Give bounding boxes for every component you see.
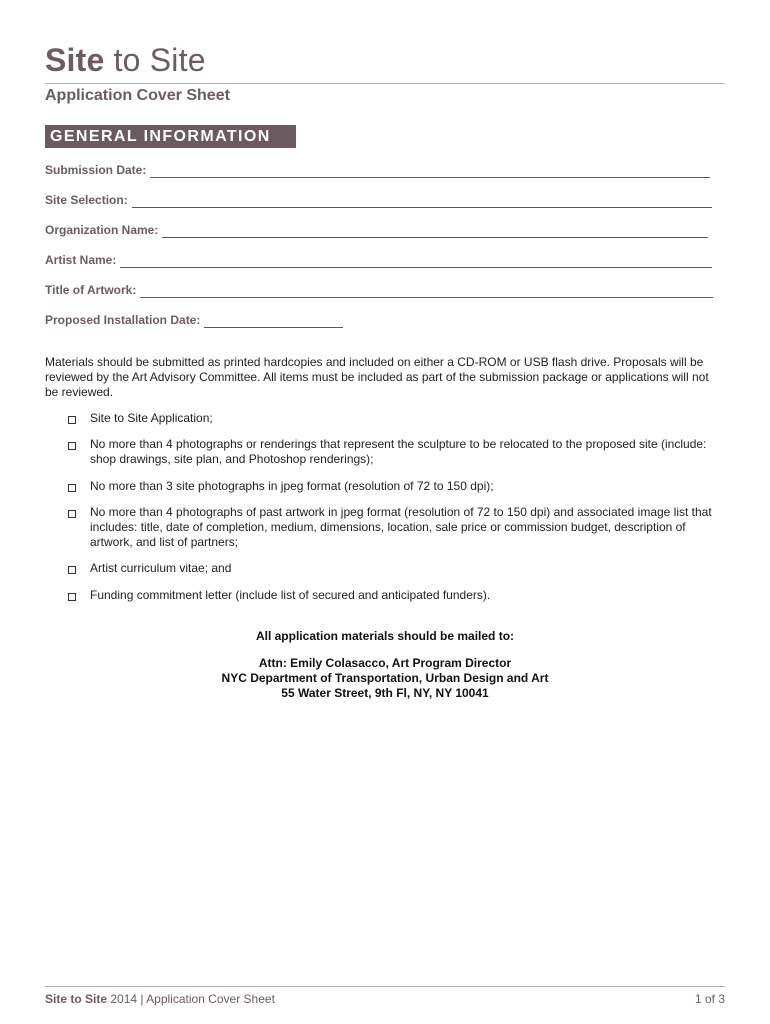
checkbox[interactable]	[68, 416, 76, 424]
checkbox[interactable]	[68, 442, 76, 450]
proposed-installation-date-line[interactable]	[204, 314, 343, 328]
title-rest-part: to Site	[104, 42, 206, 78]
title-of-artwork-line[interactable]	[140, 284, 713, 298]
header-divider	[45, 83, 725, 84]
page-number: 1 of 3	[694, 992, 725, 1006]
artist-name-line[interactable]	[120, 254, 712, 268]
organization-name-field[interactable]	[45, 220, 708, 238]
title-of-artwork-label: Title of Artwork:	[45, 283, 137, 297]
artist-name-field[interactable]	[45, 250, 712, 268]
checklist-item-text: No more than 4 photographs or renderings that represent the sculpture to be relocated to the proposed site (include: shop drawings, site plan, and Photoshop renderings);	[90, 437, 707, 466]
checkbox[interactable]	[68, 510, 76, 518]
checklist-item-text: Site to Site Application;	[90, 411, 213, 425]
page-subtitle: Application Cover Sheet	[45, 87, 230, 104]
footer-rest-part: 2014 | Application Cover Sheet	[107, 992, 275, 1006]
mailing-heading: All application materials should be mailed to:	[255, 629, 515, 643]
checklist-item-text: Artist curriculum vitae; and	[90, 561, 232, 575]
artist-name-label: Artist Name:	[45, 253, 117, 267]
proposed-installation-date-label: Proposed Installation Date:	[45, 313, 201, 327]
section-header-general-information: GENERAL INFORMATION	[45, 125, 296, 148]
footer-document-title	[45, 991, 275, 1007]
organization-name-line[interactable]	[162, 224, 708, 238]
submission-date-label: Submission Date:	[45, 163, 147, 177]
mailing-address-line: 55 Water Street, 9th Fl, NY, NY 10041	[281, 686, 489, 700]
mailing-attn-line: Attn: Emily Colasacco, Art Program Director	[258, 656, 512, 670]
checklist-item-text: Funding commitment letter (include list of secured and anticipated funders).	[90, 588, 491, 602]
checkbox[interactable]	[68, 484, 76, 492]
footer-divider	[45, 986, 725, 987]
organization-name-label: Organization Name:	[45, 223, 159, 237]
mailing-department-line: NYC Department of Transportation, Urban Design and Art	[221, 671, 549, 685]
checkbox[interactable]	[68, 566, 76, 574]
proposed-installation-date-field[interactable]	[45, 310, 343, 328]
checklist-item-text: No more than 3 site photographs in jpeg format (resolution of 72 to 150 dpi);	[90, 479, 494, 493]
page-title	[45, 40, 206, 80]
footer-bold-part: Site to Site	[45, 992, 108, 1006]
checkbox[interactable]	[68, 593, 76, 601]
site-selection-field[interactable]	[45, 190, 712, 208]
title-of-artwork-field[interactable]	[45, 280, 713, 298]
title-bold-part: Site	[45, 42, 105, 78]
instructions-paragraph: Materials should be submitted as printed hardcopies and included on either a CD-ROM or USB flash drive. Proposals will be reviewed by the Art Advisory Committee. All items must be included as part of the submission package or applications will not be reviewed.	[45, 355, 709, 399]
checklist-item-text: No more than 4 photographs of past artwork in jpeg format (resolution of 72 to 150 dpi) and associated image list that includes: title, date of completion, medium, dimensions, location, sale price or commission budget, description of artwork, and list of partners;	[90, 505, 712, 549]
submission-date-line[interactable]	[150, 164, 710, 178]
site-selection-line[interactable]	[132, 194, 712, 208]
site-selection-label: Site Selection:	[45, 193, 128, 207]
submission-date-field[interactable]	[45, 160, 710, 178]
